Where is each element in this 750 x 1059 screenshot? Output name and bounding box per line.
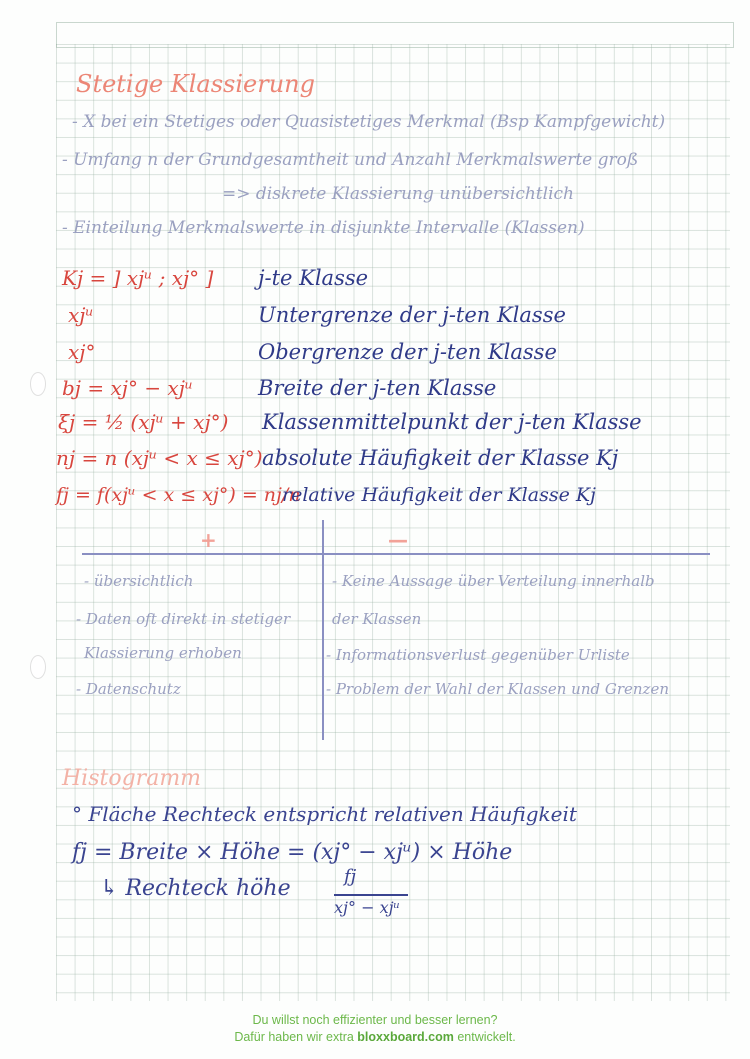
section-title-histogramm: Histogramm — [62, 766, 202, 791]
def-label: absolute Häufigkeit der Klasse Kj — [262, 446, 619, 470]
con-item: - Keine Aussage über Verteilung innerhalb — [332, 572, 655, 590]
fraction-bar — [334, 894, 408, 896]
formula-bj: bj = xj° − xjᵘ — [62, 376, 193, 400]
def-label: Breite der j-ten Klasse — [258, 376, 497, 400]
bullet-line: - Einteilung Merkmalswerte in disjunkte Intervalle (Klassen) — [62, 218, 585, 238]
formula-xjo: xj° — [68, 340, 96, 364]
def-label: relative Häufigkeit der Klasse Kj — [282, 484, 596, 506]
histogram-rechteckhoehe: ↳ Rechteck höhe — [100, 876, 291, 901]
pro-item: - übersichtlich — [84, 572, 194, 590]
footer-line-2-pre: Dafür haben wir extra — [234, 1030, 358, 1044]
con-item: - Problem der Wahl der Klassen und Grenzen — [326, 680, 669, 698]
footer-line-2-post: entwickelt. — [453, 1030, 516, 1044]
formula-kj: Kj = ] xjᵘ ; xj° ] — [62, 266, 214, 290]
def-label: Obergrenze der j-ten Klasse — [258, 340, 557, 364]
punch-hole-bottom — [30, 655, 46, 679]
footer-line-2 — [0, 1029, 750, 1046]
pro-item: - Daten oft direkt in stetiger — [76, 610, 291, 628]
bullet-line: => diskrete Klassierung unübersichtlich — [222, 184, 574, 204]
formula-xju: xjᵘ — [68, 303, 94, 327]
footer-line-1: Du willst noch effizienter und besser lernen? — [252, 1013, 498, 1027]
pro-item: - Datenschutz — [76, 680, 181, 698]
histogram-formula: fj = Breite × Höhe = (xj° − xjᵘ) × Höhe — [72, 840, 513, 865]
fraction-numerator: fj — [344, 866, 357, 887]
def-label: Untergrenze der j-ten Klasse — [258, 303, 566, 327]
formula-fj: fj = f(xjᵘ < x ≤ xj°) = nj/n — [56, 484, 301, 506]
table-divider-vertical — [322, 520, 324, 740]
def-label: Klassenmittelpunkt der j-ten Klasse — [262, 410, 642, 434]
footer-brand-link[interactable]: bloxxboard.com — [357, 1030, 454, 1044]
bullet-line: - X bei ein Stetiges oder Quasistetiges Merkmal (Bsp Kampfgewicht) — [72, 112, 666, 132]
footer-promo — [0, 1012, 750, 1046]
con-item: der Klassen — [332, 610, 422, 628]
table-divider-horizontal — [82, 553, 710, 555]
pro-item: Klassierung erhoben — [84, 644, 242, 662]
histogram-line: ° Fläche Rechteck entspricht relativen Häufigkeit — [72, 802, 577, 826]
def-label: j-te Klasse — [258, 266, 369, 290]
pros-header: + — [200, 528, 217, 552]
formula-nj: nj = n (xjᵘ < x ≤ xj°) — [56, 446, 263, 470]
formula-xij: ξj = ½ (xjᵘ + xj°) — [58, 410, 229, 434]
left-margin — [0, 0, 56, 1059]
bullet-line: - Umfang n der Grundgesamtheit und Anzahl Merkmalswerte groß — [62, 150, 639, 170]
con-item: - Informationsverlust gegenüber Urliste — [326, 646, 630, 664]
fraction-denominator: xj° − xjᵘ — [334, 898, 400, 917]
punch-hole-top — [30, 372, 46, 396]
cons-header: — — [388, 528, 408, 552]
section-title-stetige-klassierung: Stetige Klassierung — [76, 70, 315, 98]
header-box — [56, 22, 734, 48]
right-margin — [730, 0, 750, 1059]
